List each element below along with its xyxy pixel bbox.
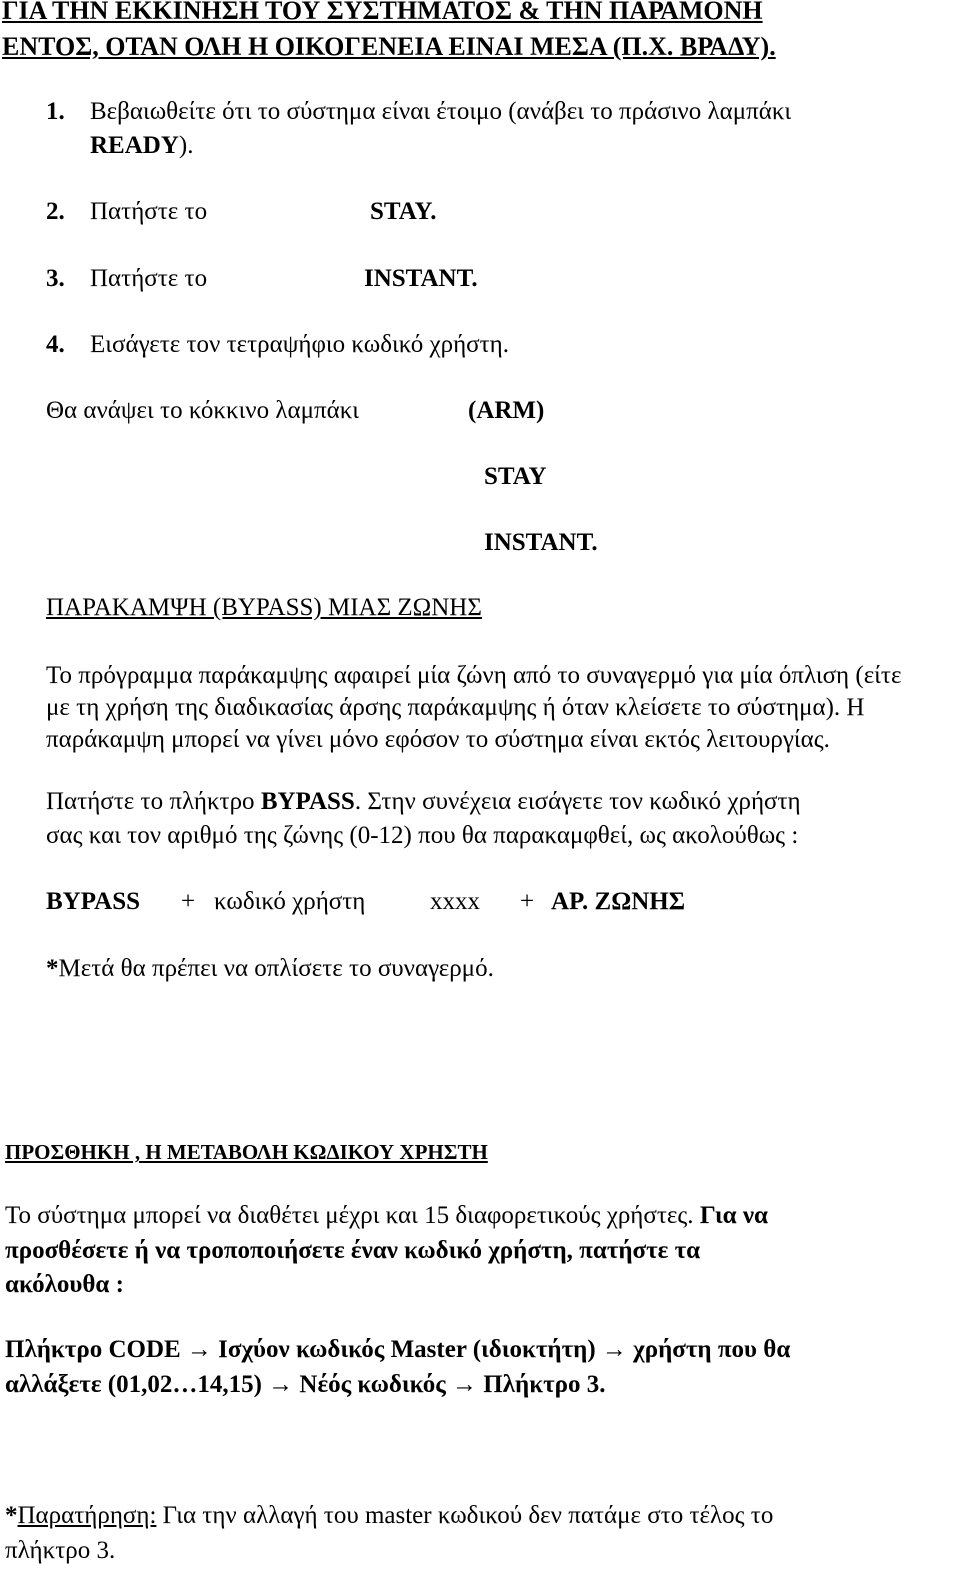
remark-label: Παρατήρηση: [17, 1502, 157, 1529]
step-2-text: Πατήστε το [90, 198, 208, 225]
bypass-press-line1: Πατήστε το πλήκτρο BYPASS. Στην συνέχεια εισάγετε τον κωδικό χρήστη [46, 788, 801, 815]
bypass-press-line2: σας και τον αριθμό της ζώνης (0-12) που θα παρακαμφθεί, ως ακολούθως : [46, 822, 799, 849]
step-4-number: 4. [46, 331, 65, 358]
code-sequence-line2: αλλάξετε (01,02…14,15) → Νέός κωδικός → Πλήκτρο 3. [5, 1371, 606, 1398]
bypass-key: BYPASS [260, 788, 355, 815]
step-1-text: Βεβαιωθείτε ότι το σύστημα είναι έτοιμο (ανάβει το πράσινο λαμπάκι [90, 98, 792, 125]
step-2-number: 2. [46, 198, 65, 225]
step-1-text-line2: READY). [90, 132, 194, 159]
bypass-para-line2: με τη χρήση της διαδικασίας άρσης παράκαμψης ή όταν κλείσετε το σύστημα). Η [46, 694, 865, 721]
step-3-text: Πατήστε το [90, 265, 208, 292]
code-sequence-line1: Πλήκτρο CODE → Ισχύον κωδικός Master (ιδιοκτήτη) → χρήστη που θα [5, 1336, 791, 1363]
light-instant: INSTANT. [484, 529, 598, 556]
step-3-number: 3. [46, 265, 65, 292]
lights-text: Θα ανάψει το κόκκινο λαμπάκι [46, 397, 360, 424]
stay-key: STAY. [370, 198, 437, 225]
instant-key: INSTANT. [364, 265, 478, 292]
remark-line2: πλήκτρο 3. [5, 1537, 116, 1564]
bypass-para-line1: Το πρόγραμμα παράκαμψης αφαιρεί μία ζώνη από το συναγερμό για μία όπλιση (είτε [46, 662, 902, 689]
formula-bypass: BYPASS [46, 888, 141, 915]
formula-plus-2: + [520, 888, 535, 915]
formula-plus-1: + [181, 888, 196, 915]
formula-user-code: κωδικό χρήστη [214, 888, 366, 915]
remark-line1: *Παρατήρηση: Για την αλλαγή του master κωδικού δεν πατάμε στο τέλος το [5, 1502, 774, 1529]
stay-heading-line2: ΕΝΤΟΣ, ΟΤΑΝ ΟΛΗ Η ΟΙΚΟΓΕΝΕΙΑ ΕΙΝΑΙ ΜΕΣΑ (Π.Χ. ΒΡΑΔΥ). [2, 32, 776, 61]
step-1-number: 1. [46, 98, 65, 125]
bypass-note: *Μετά θα πρέπει να οπλίσετε το συναγερμό. [46, 955, 494, 982]
stay-heading-line1: ΓΙΑ ΤΗΝ ΕΚΚΙΝΗΣΗ ΤΟΥ ΣΥΣΤΗΜΑΤΟΣ & ΤΗΝ ΠΑΡΑΜΟΝΗ [2, 0, 763, 25]
step-4-text: Εισάγετε τον τετραψήφιο κωδικό χρήστη. [90, 331, 510, 358]
code-para-line1: Το σύστημα μπορεί να διαθέτει μέχρι και 15 διαφορετικούς χρήστες. Για να [5, 1202, 768, 1229]
formula-xxxx: xxxx [430, 888, 480, 915]
bypass-para-line3: παράκαμψη μπορεί να γίνει μόνο εφόσον το σύστημα είναι εκτός λειτουργίας. [46, 726, 830, 753]
formula-zone-number: ΑΡ. ΖΩΝΗΣ [551, 888, 686, 915]
code-para-line3: ακόλουθα : [5, 1271, 124, 1298]
code-heading: ΠΡΟΣΘΗΚΗ , Η ΜΕΤΑΒΟΛΗ ΚΩΔΙΚΟΥ ΧΡΗΣΤΗ [5, 1140, 488, 1164]
ready-label: READY [90, 132, 179, 159]
light-stay: STAY [484, 463, 547, 490]
light-arm: (ARM) [468, 397, 545, 424]
code-para-line2: προσθέσετε ή να τροποποιήσετε έναν κωδικό χρήστη, πατήστε τα [5, 1237, 701, 1264]
bypass-heading: ΠΑΡΑΚΑΜΨΗ (BYPASS) ΜΙΑΣ ΖΩΝΗΣ [46, 594, 482, 621]
